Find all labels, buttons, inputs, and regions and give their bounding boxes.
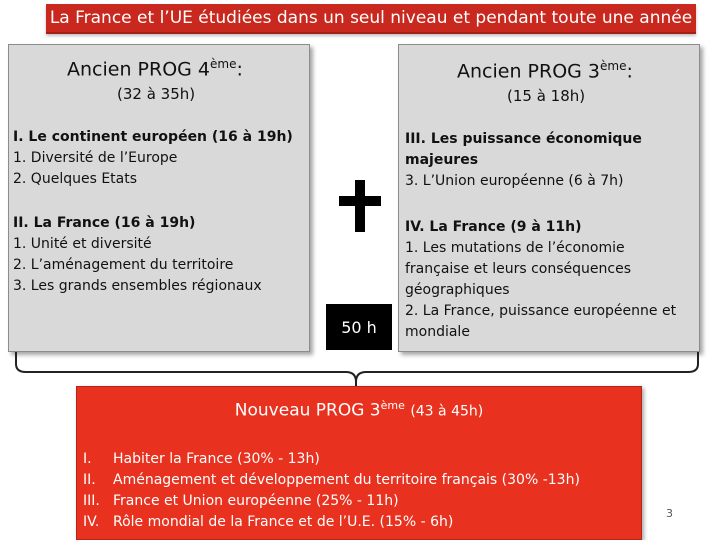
section-item: 3. L’Union européenne (6 à 7h) <box>405 173 624 189</box>
list-item-text: France et Union européenne (25% - 11h) <box>113 493 399 509</box>
old-program-4-title-text: Ancien PROG 4 <box>67 58 211 81</box>
section-item: 1. Unité et diversité <box>13 236 152 252</box>
list-item <box>83 449 580 470</box>
list-item <box>83 512 580 533</box>
list-item-number: IV. <box>83 514 100 530</box>
new-program-title-text: Nouveau PROG 3 <box>234 400 381 421</box>
new-program-title-sup: ème <box>380 399 405 412</box>
list-item-number: II. <box>83 472 96 488</box>
total-hours-badge: 50 h <box>326 304 392 350</box>
list-item-number: I. <box>83 451 92 467</box>
section-heading: III. Les puissance économique <box>405 131 642 147</box>
section-item: 2. L’aménagement du territoire <box>13 257 234 273</box>
new-program-hours: (43 à 45h) <box>410 403 484 420</box>
section-item: 2. Quelques Etats <box>13 171 138 187</box>
section-heading: IV. La France (9 à 11h) <box>405 219 582 235</box>
section-heading: majeures <box>405 152 479 168</box>
section-item: géographiques <box>405 282 510 298</box>
section-item: 2. La France, puissance européenne et <box>405 303 677 319</box>
section-item: 1. Les mutations de l’économie <box>405 240 625 256</box>
old-program-3-title-suffix: : <box>626 60 633 83</box>
list-item <box>83 491 580 512</box>
section-heading: I. Le continent européen (16 à 19h) <box>13 129 293 145</box>
old-program-3-title-sup: ème <box>600 59 627 73</box>
section-item: 3. Les grands ensembles régionaux <box>13 278 262 294</box>
list-item-text: Aménagement et développement du territoire français (30% -13h) <box>113 472 580 488</box>
old-program-4-title-suffix: : <box>236 58 243 81</box>
old-program-4-hours: (32 à 35h) <box>117 85 196 103</box>
section-heading: II. La France (16 à 19h) <box>13 215 196 231</box>
section-item: mondiale <box>405 324 470 340</box>
list-item-number: III. <box>83 493 100 509</box>
list-item-text: Habiter la France (30% - 13h) <box>113 451 320 467</box>
slide-title: La France et l’UE étudiées dans un seul niveau et pendant toute une année <box>46 4 696 34</box>
old-program-3-hours: (15 à 18h) <box>507 87 586 105</box>
new-program-title <box>77 399 641 421</box>
list-item-text: Rôle mondial de la France et de l’U.E. (15% - 6h) <box>113 514 454 530</box>
new-program-list <box>83 449 580 533</box>
section-item: 1. Diversité de l’Europe <box>13 150 178 166</box>
page-number: 3 <box>666 507 673 520</box>
new-program-3-box <box>76 386 642 540</box>
old-program-4-title-sup: ème <box>210 57 237 71</box>
list-item <box>83 470 580 491</box>
old-program-3-title-text: Ancien PROG 3 <box>457 60 601 83</box>
section-item: française et leurs conséquences <box>405 261 631 277</box>
